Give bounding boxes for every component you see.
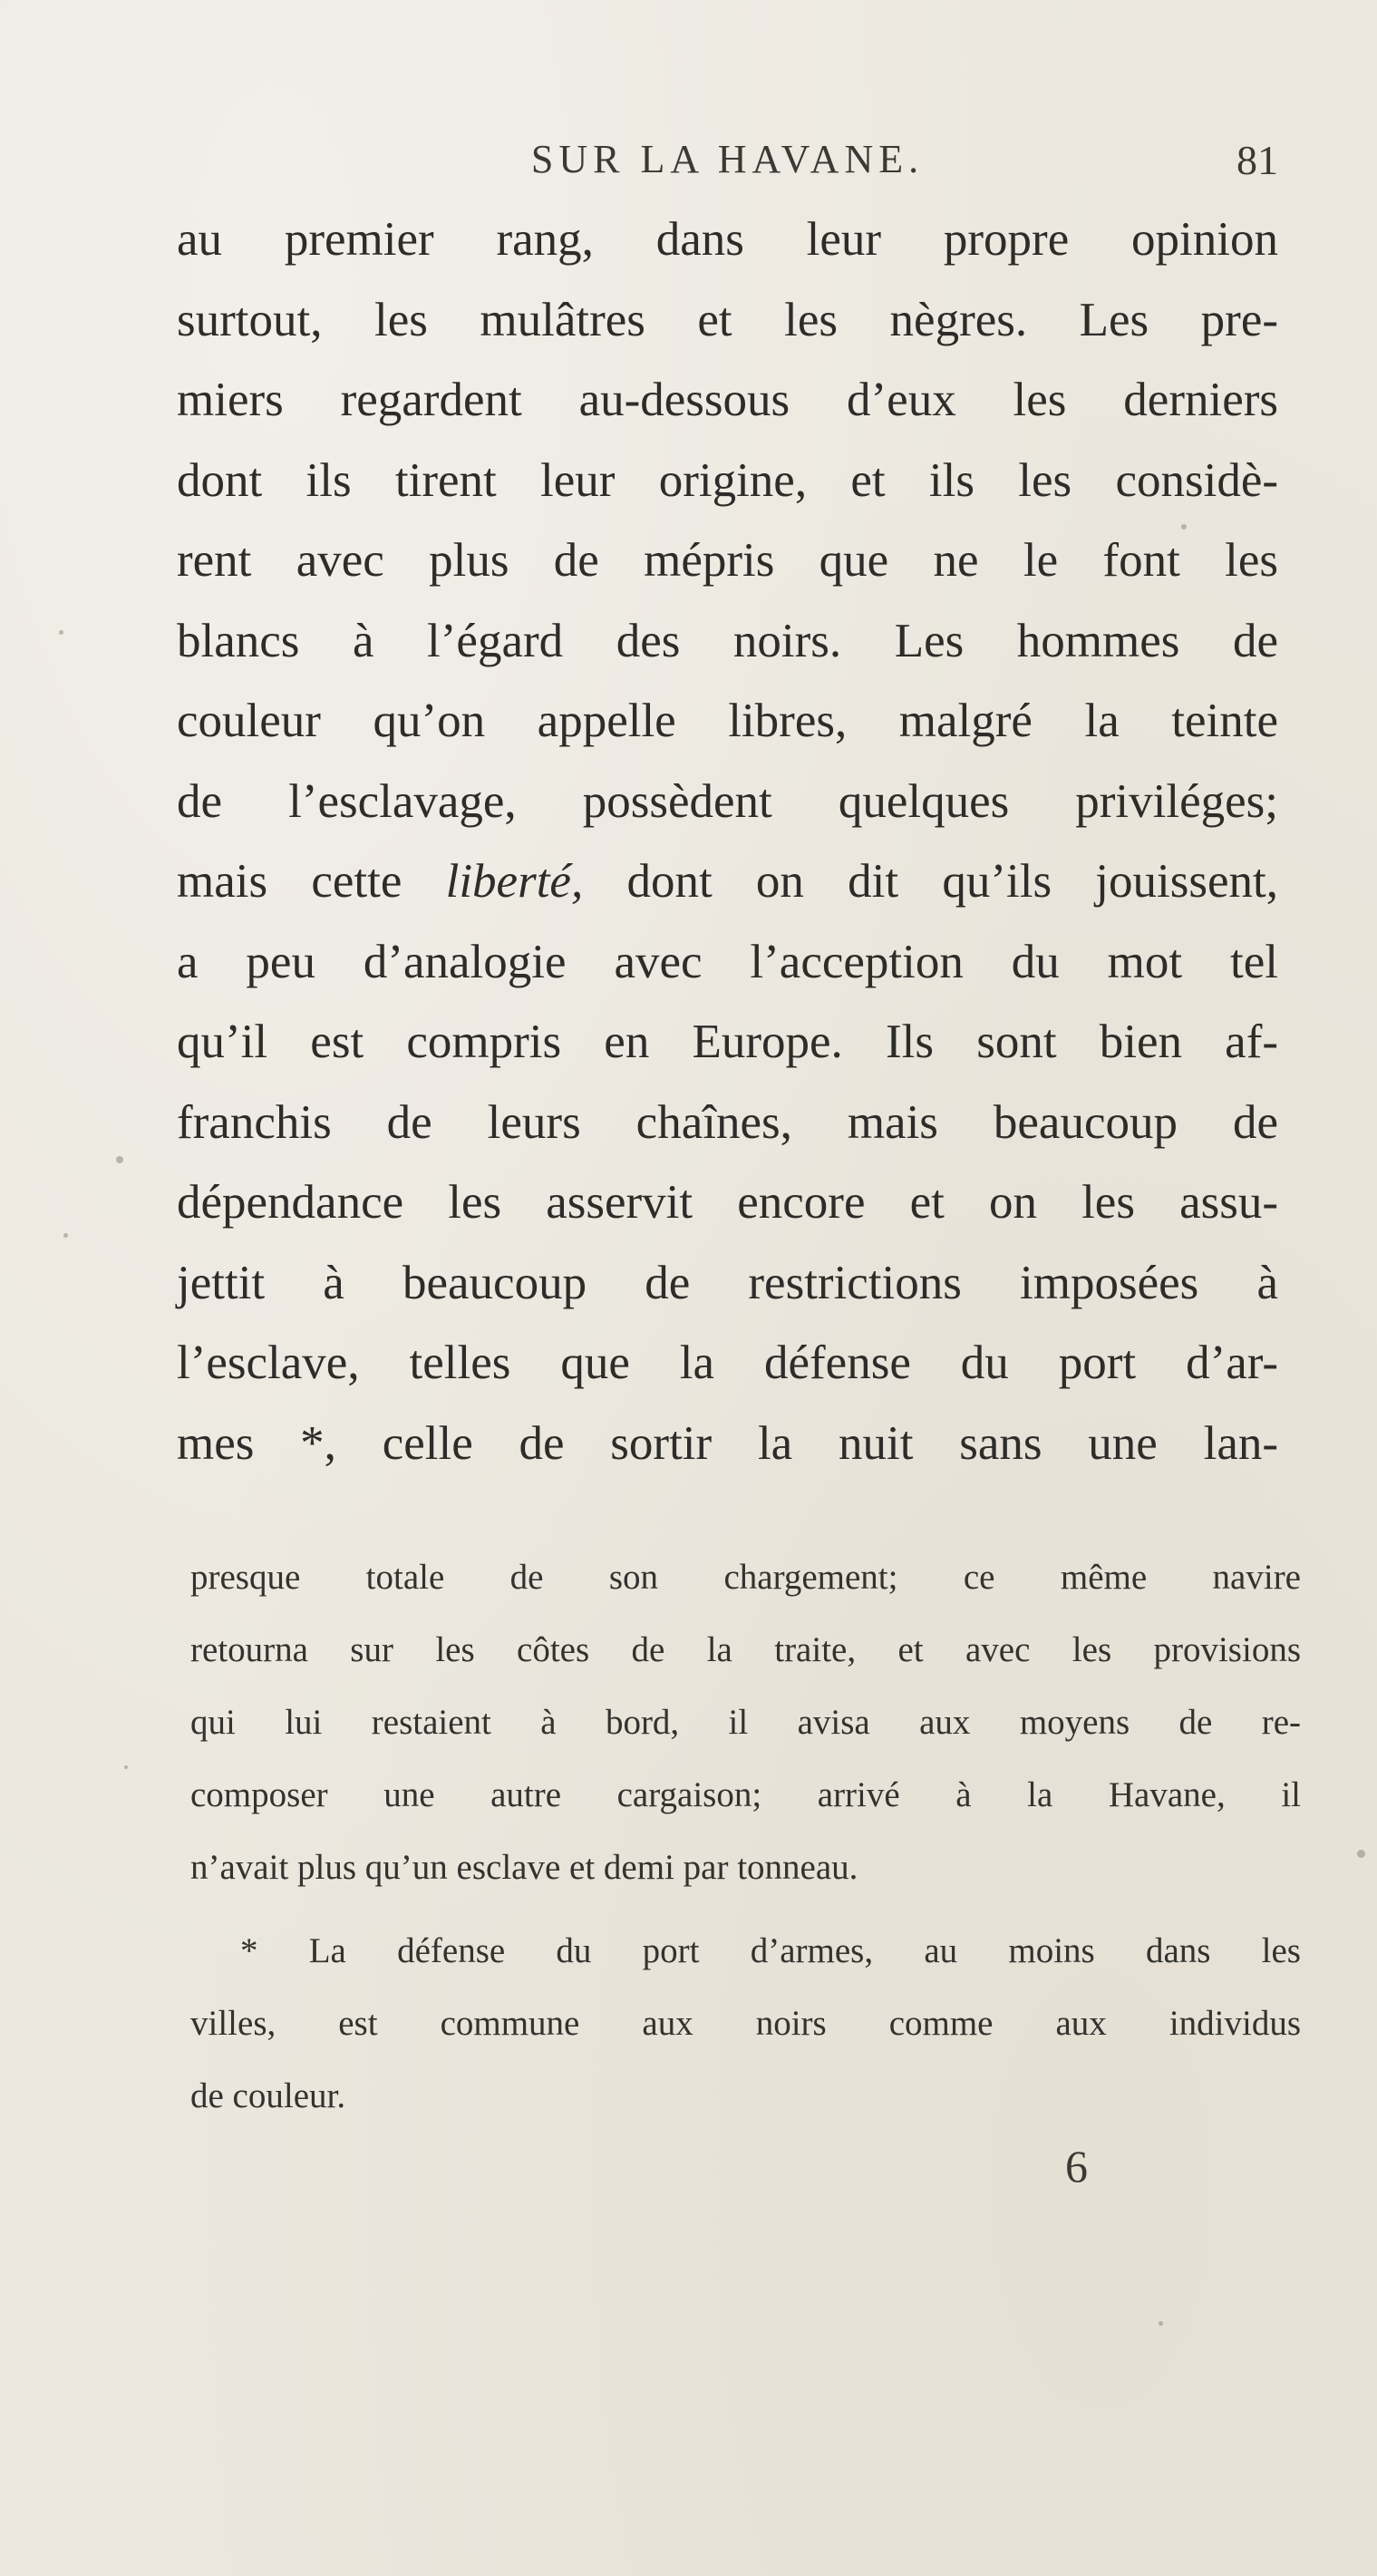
- text-line: de l’esclavage, possèdent quelques priviléges;: [177, 774, 1278, 828]
- text-line: dépendance les asservit encore et on les assu-: [177, 1176, 1278, 1229]
- running-title: SUR LA HAVANE.: [530, 137, 925, 181]
- footnote-line: composer une autre cargaison; arrivé à la Havane, il: [190, 1775, 1301, 1814]
- text-line: [177, 841, 1278, 922]
- paper-speck: [59, 630, 63, 635]
- text-line: franchis de leurs chaînes, mais beaucoup de: [177, 1095, 1278, 1149]
- text-line: miers regardent au-dessous d’eux les derniers: [177, 374, 1278, 426]
- text-line: dont ils tirent leur origine, et ils les considè-: [177, 453, 1278, 507]
- text-line: mes *, celle de sortir la nuit sans une lan-: [177, 1416, 1278, 1470]
- paper-speck: [116, 1156, 123, 1163]
- running-head: [177, 136, 1278, 190]
- paper-speck: [1357, 1850, 1365, 1858]
- page-number: 81: [1236, 137, 1278, 183]
- text-line: au premier rang, dans leur propre opinion: [177, 213, 1278, 266]
- text-line: qu’il est compris en Europe. Ils sont bien af-: [177, 1016, 1278, 1068]
- text-segment: mais cette: [177, 855, 446, 908]
- text-line: jettit à beaucoup de restrictions imposées à: [177, 1256, 1278, 1309]
- signature-mark: 6: [1065, 2141, 1088, 2192]
- paper-speck: [63, 1233, 68, 1238]
- footnote-line: qui lui restaient à bord, il avisa aux moyens de re-: [190, 1703, 1301, 1742]
- text-line: blancs à l’égard des noirs. Les hommes de: [177, 614, 1278, 667]
- paper-speck: [124, 1765, 128, 1769]
- footnote-line: n’avait plus qu’un esclave et demi par tonneau.: [190, 1848, 858, 1887]
- text-segment: dont on dit qu’ils jouissent,: [583, 855, 1279, 908]
- text-line: surtout, les mulâtres et les nègres. Les pre-: [177, 293, 1278, 346]
- footnote-line: * La défense du port d’armes, au moins dans les: [240, 1931, 1301, 1970]
- footnote-gap: [190, 1904, 1301, 1915]
- footnote-line: retourna sur les côtes de la traite, et avec les provisions: [190, 1630, 1301, 1669]
- text-line: a peu d’analogie avec l’acception du mot tel: [177, 935, 1278, 988]
- italic-term: liberté,: [445, 855, 584, 908]
- paper-speck: [1159, 2321, 1163, 2326]
- text-line: couleur qu’on appelle libres, malgré la teinte: [177, 695, 1278, 747]
- footnote-line: de couleur.: [190, 2076, 346, 2115]
- text-line: rent avec plus de mépris que ne le font les: [177, 534, 1278, 587]
- main-text: [177, 199, 1278, 1483]
- footnote-line: presque totale de son chargement; ce même navire: [190, 1558, 1301, 1597]
- footnote-line: villes, est commune aux noirs comme aux individus: [190, 2004, 1301, 2043]
- footnotes: [190, 1541, 1301, 2133]
- text-line: l’esclave, telles que la défense du port d’ar-: [177, 1337, 1278, 1389]
